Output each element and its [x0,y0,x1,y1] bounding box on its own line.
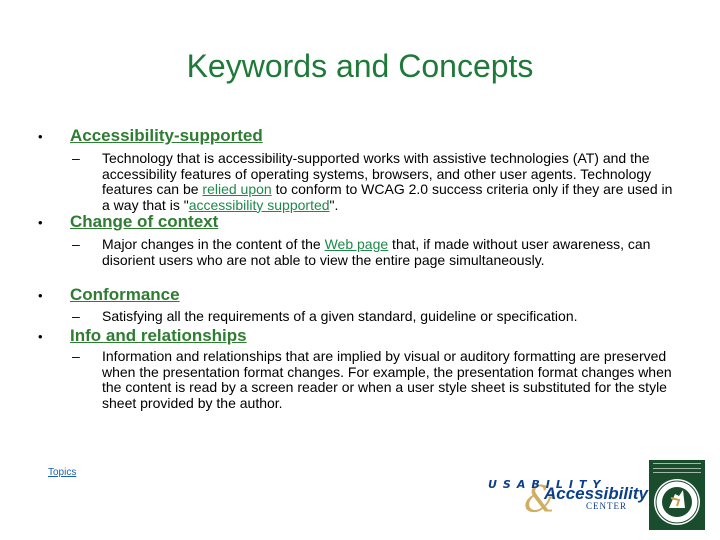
bullet-marker: • [38,215,43,230]
definition-segment: that, if made without user awareness, can disorient users who are not able to view the entire page simultaneously. [102,236,651,268]
dash-marker: – [72,308,80,324]
dash-marker: – [72,348,80,364]
topics-link[interactable]: Topics [48,467,77,478]
seal-graphic [649,460,705,530]
bullet-marker: • [38,329,43,344]
term-link-accessibility-supported[interactable]: Accessibility-supported [70,126,263,145]
logo-center-text: CENTER [586,501,627,511]
definition-text [102,151,684,213]
definition-conformance [72,309,684,325]
dash-marker: – [72,236,80,252]
term-link-conformance[interactable]: Conformance [70,285,180,304]
inline-link[interactable]: Web page [324,236,389,252]
definition-segment: Information and relationships that are implied by visual or auditory formatting are preserved when the presentation format changes. For example, the presentation format changes when the content is read by a screen reader or when a user style sheet is substituted for the style sheet provided by the author. [102,348,672,411]
bullet-marker: • [38,129,43,144]
definition-segment: ". [329,196,339,213]
definition-segment: Major changes in the content of the [102,236,325,252]
logo-usability-text: USABILITY [488,478,607,491]
logo-ampersand: & [524,480,557,521]
usability-accessibility-center-logo [488,478,648,521]
logo-accessibility-text: Accessibility [544,484,648,503]
definition-segment: Satisfying all the requirements of a given standard, guideline or specification. [102,308,578,324]
definition-info-and-relationships [72,349,684,411]
inline-link[interactable]: accessibility supported [188,196,330,213]
dash-marker: – [72,150,80,166]
bullet-marker: • [38,288,43,303]
definition-change-of-context [72,237,684,268]
term-link-change-of-context[interactable]: Change of context [70,212,219,231]
definition-text [102,237,684,268]
definition-text [102,349,684,411]
slide-title: Keywords and Concepts [186,48,534,84]
definition-text [102,309,684,325]
definition-segment: to conform to WCAG 2.0 success criteria only if they are used in a way that is " [102,181,673,213]
msu-university-seal-logo [649,460,705,530]
inline-link[interactable]: relied upon [202,181,272,197]
term-link-info-and-relationships[interactable]: Info and relationships [70,326,247,345]
definition-segment: Technology that is accessibility-supported works with assistive technologies (AT) and the accessibility features of operating systems, browsers, and other user agents. Technology features can be [102,150,652,197]
definition-accessibility-supported [72,151,684,213]
